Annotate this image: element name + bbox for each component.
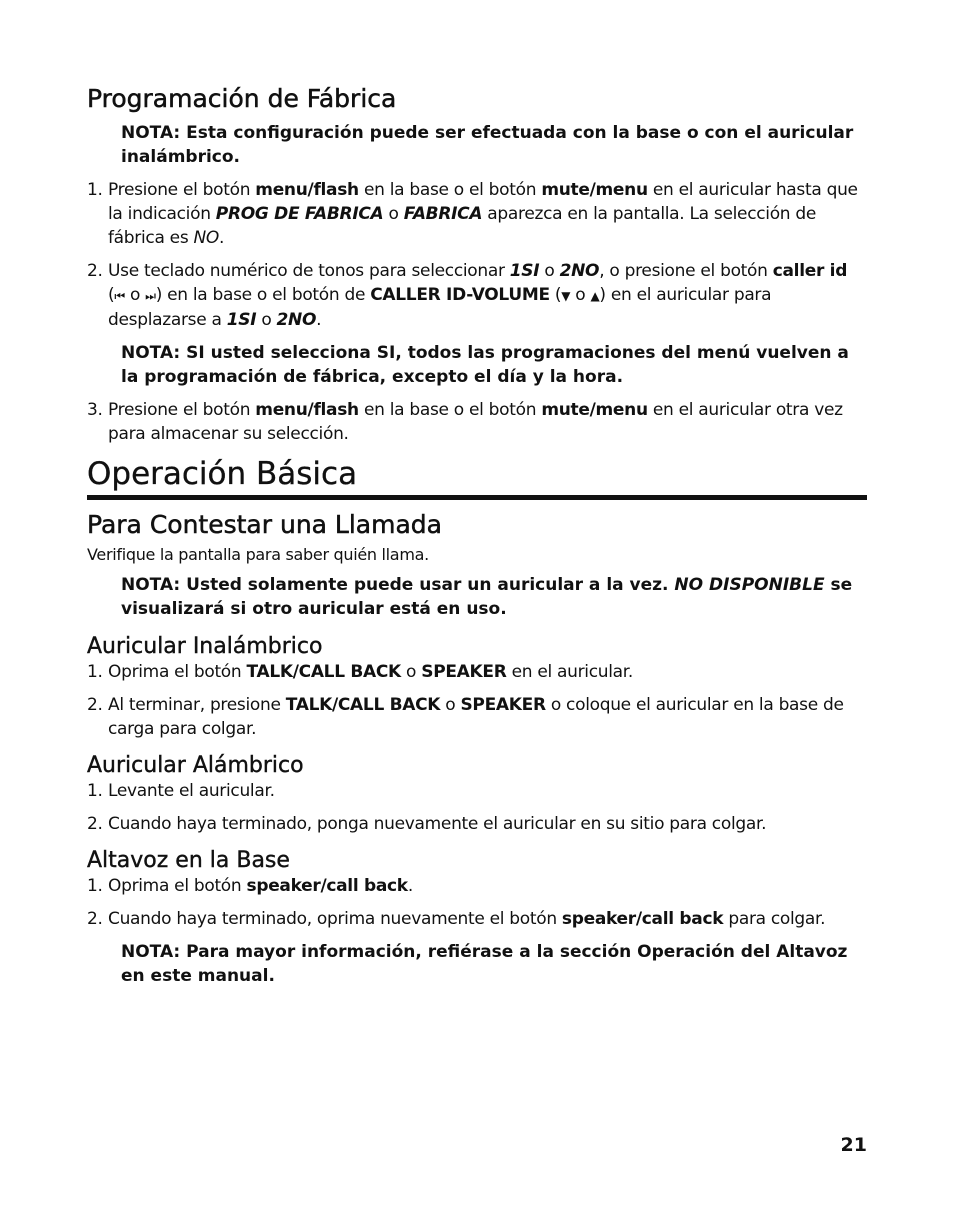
intro-text: Verifique la pantalla para saber quién llama.: [87, 545, 429, 564]
text: .: [316, 310, 322, 330]
subsection-title-base-speaker: Altavoz en la Base: [87, 848, 290, 873]
list-number: 1.: [87, 876, 103, 896]
display-text: 1SI: [509, 261, 540, 281]
key-label: mute/menu: [541, 400, 648, 420]
key-label: menu/flash: [255, 400, 359, 420]
list-number: 1.: [87, 781, 103, 801]
text: o: [256, 310, 277, 330]
list-number: 2.: [87, 261, 103, 281]
display-text: NO DISPONIBLE: [674, 575, 825, 595]
list-item: [87, 398, 867, 446]
text: o: [124, 285, 146, 305]
text: para colgar.: [723, 909, 826, 929]
chapter-title: Operación Básica: [87, 455, 867, 500]
text: ) en el auricular para desplazarse a: [108, 285, 772, 330]
arrow-down-icon: ▼: [561, 289, 571, 303]
list-number: 1.: [87, 662, 103, 682]
text: Cuando haya terminado, oprima nuevamente el botón: [108, 909, 562, 929]
note-configuration: NOTA: Esta configuración puede ser efectuada con la base o con el auricular inalámbrico.: [121, 123, 854, 167]
key-label: TALK/CALL BACK: [246, 662, 401, 682]
note-one-handset: [121, 573, 867, 621]
key-label: mute/menu: [541, 180, 648, 200]
list-item: [87, 259, 867, 332]
key-label: SPEAKER: [421, 662, 507, 682]
text: Use teclado numérico de tonos para seleccionar: [108, 261, 510, 281]
text: o coloque el auricular en la base de carga para colgar.: [108, 695, 844, 739]
text: .: [219, 228, 225, 248]
key-label: speaker/call back: [246, 876, 408, 896]
text: , o presione el botón: [599, 261, 773, 281]
note-reset: NOTA: SI usted selecciona SI, todos las programaciones del menú vuelven a la programación de fábrica, excepto el día y la hora.: [121, 343, 849, 387]
text: o: [400, 662, 422, 682]
text: (: [108, 285, 115, 305]
list-number: 2.: [87, 814, 103, 834]
text: o: [440, 695, 461, 715]
text: en el auricular.: [506, 662, 634, 682]
list-number: 2.: [87, 909, 103, 929]
text: o: [383, 204, 404, 224]
key-label: CALLER ID-VOLUME: [370, 285, 550, 305]
text: Oprima el botón: [108, 876, 247, 896]
display-text: 2NO: [559, 261, 600, 281]
text: Al terminar, presione: [108, 695, 286, 715]
text: Levante el auricular.: [108, 781, 275, 801]
text: en la base o el botón: [358, 180, 542, 200]
display-text: 1SI: [226, 310, 257, 330]
text: NOTA: Usted solamente puede usar un auricular a la vez.: [121, 575, 675, 595]
text: Presione el botón: [108, 400, 256, 420]
note-speaker-reference: NOTA: Para mayor información, refiérase a la sección Operación del Altavoz en este manual.: [121, 942, 848, 986]
list-item: [87, 812, 867, 836]
key-label: TALK/CALL BACK: [285, 695, 441, 715]
subsection-title-cordless: Auricular Inalámbrico: [87, 634, 323, 659]
text: se visualizará si otro auricular está en uso.: [121, 575, 853, 619]
text: Presione el botón: [108, 180, 256, 200]
section-title-factory-settings: Programación de Fábrica: [87, 84, 397, 113]
text: Cuando haya terminado, ponga nuevamente el auricular en su sitio para colgar.: [108, 814, 767, 834]
list-item: [87, 660, 867, 684]
arrow-up-icon: ▲: [590, 289, 600, 303]
list-item: [87, 779, 867, 803]
list-item: [87, 693, 867, 741]
text: (: [549, 285, 562, 305]
display-text: FABRICA: [403, 204, 483, 224]
section-title-answer-call: Para Contestar una Llamada: [87, 510, 442, 539]
list-number: 1.: [87, 180, 103, 200]
subsection-title-corded: Auricular Alámbrico: [87, 753, 304, 778]
key-label: speaker/call back: [561, 909, 724, 929]
list-number: 2.: [87, 695, 103, 715]
text: aparezca en la pantalla. La selección de fábrica es: [108, 204, 817, 248]
text: .: [407, 876, 413, 896]
text: ) en la base o el botón de: [155, 285, 371, 305]
list-number: 3.: [87, 400, 103, 420]
key-label: caller id: [772, 261, 848, 281]
key-label: menu/flash: [255, 180, 359, 200]
skip-forward-icon: ⏭: [145, 289, 156, 303]
display-text: PROG DE FABRICA: [215, 204, 384, 224]
list-item: [87, 874, 867, 898]
list-item: [87, 178, 867, 250]
display-text: NO: [193, 228, 219, 248]
text: en la base o el botón: [358, 400, 542, 420]
text: Oprima el botón: [108, 662, 247, 682]
display-text: 2NO: [276, 310, 317, 330]
page-number: 21: [840, 1134, 867, 1156]
skip-back-icon: ⏮: [114, 289, 125, 303]
text: o: [570, 285, 591, 305]
text: o: [539, 261, 560, 281]
text: en el auricular otra vez para almacenar su selección.: [108, 400, 843, 444]
key-label: SPEAKER: [460, 695, 546, 715]
list-item: [87, 907, 867, 931]
text: en el auricular hasta que la indicación: [108, 180, 858, 224]
manual-page: [87, 84, 867, 988]
